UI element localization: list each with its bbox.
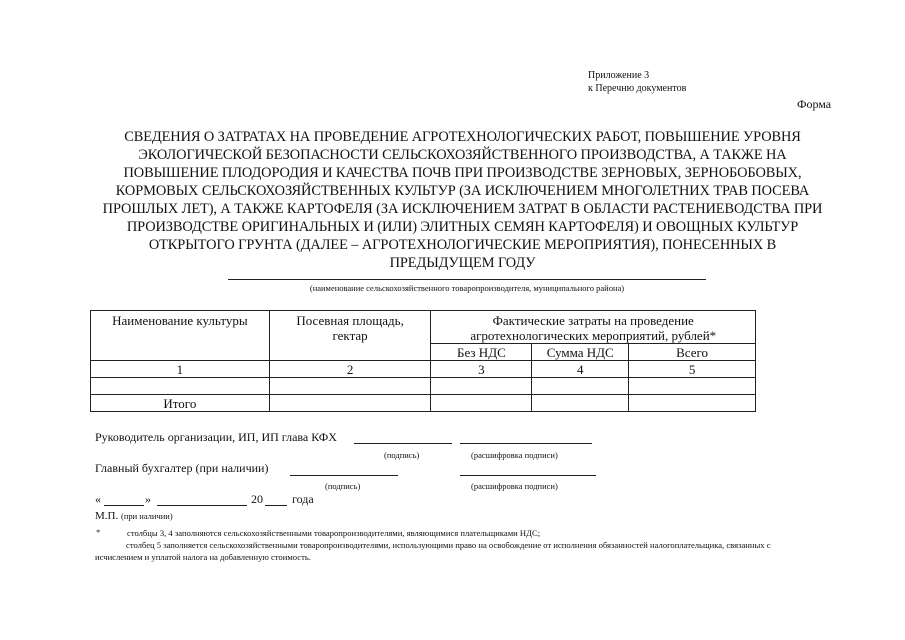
- col-number-1: 1: [91, 361, 270, 378]
- header-culture: Наименование культуры: [91, 311, 270, 361]
- date-year-prefix: 20: [251, 492, 263, 506]
- accountant-signature-line[interactable]: [290, 475, 398, 476]
- total-cell[interactable]: [629, 378, 756, 395]
- head-sign-caption: (подпись): [384, 450, 420, 460]
- table-row: [91, 378, 756, 395]
- header-costs: Фактические затраты на проведение агротехнологических мероприятий, рублей*: [431, 311, 756, 344]
- subheader-total: Всего: [629, 344, 756, 361]
- date-month-line[interactable]: [157, 505, 247, 506]
- date-year-suffix: года: [292, 492, 314, 506]
- col-number-4: 4: [532, 361, 629, 378]
- accountant-decode-line[interactable]: [460, 475, 596, 476]
- total-no-vat-cell[interactable]: [431, 395, 532, 412]
- org-name-line[interactable]: [228, 279, 706, 280]
- accountant-decode-caption: (расшифровка подписи): [471, 481, 558, 491]
- col-number-5: 5: [629, 361, 756, 378]
- appendix-line-2: к Перечню документов: [588, 83, 687, 94]
- total-vat-cell[interactable]: [532, 395, 629, 412]
- form-label: Форма: [797, 97, 832, 111]
- header-area: Посевная площадь, гектар: [269, 311, 431, 361]
- col-number-2: 2: [269, 361, 431, 378]
- appendix-note: [588, 69, 686, 95]
- no-vat-cell[interactable]: [431, 378, 532, 395]
- date-quote-close: »: [145, 492, 151, 506]
- document-title: СВЕДЕНИЯ О ЗАТРАТАХ НА ПРОВЕДЕНИЕ АГРОТЕХНОЛОГИЧЕСКИХ РАБОТ, ПОВЫШЕНИЕ УРОВНЯ ЭКОЛОГИЧЕСКОЙ БЕЗОПАСНОСТИ СЕЛЬСКОХОЗЯЙСТВЕННОГО ПРОИЗВОДСТВА, А ТАКЖЕ НА ПОВЫШЕНИЕ ПЛОДОРОДИЯ И КАЧЕСТВА ПОЧВ ПРИ ПРОИЗВОДСТВЕ ЗЕРНОВЫХ, ЗЕРНОБОБОВЫХ, КОРМОВЫХ СЕЛЬСКОХОЗЯЙСТВЕННЫХ КУЛЬТУР (ЗА ИСКЛЮЧЕНИЕМ МНОГОЛЕТНИХ ТРАВ ПОСЕВА ПРОШЛЫХ ЛЕТ), А ТАКЖЕ КАРТОФЕЛЯ (ЗА ИСКЛЮЧЕНИЕМ ЗАТРАТ В ОБЛАСТИ РАСТЕНИЕВОДСТВА ПРИ ПРОИЗВОДСТВЕ ОРИГИНАЛЬНЫХ И (ИЛИ) ЭЛИТНЫХ СЕМЯН КАРТОФЕЛЯ) И ОВОЩНЫХ КУЛЬТУР ОТКРЫТОГО ГРУНТА (ДАЛЕЕ – АГРОТЕХНОЛОГИЧЕСКИЕ МЕРОПРИЯТИЯ), ПОНЕСЕННЫХ В ПРЕДЫДУЩЕМ ГОДУ: [102, 129, 823, 271]
- vat-cell[interactable]: [532, 378, 629, 395]
- head-decode-caption: (расшифровка подписи): [471, 450, 558, 460]
- accountant-label: Главный бухгалтер (при наличии): [95, 461, 269, 475]
- total-row: [91, 395, 756, 412]
- date-year-line[interactable]: [265, 505, 287, 506]
- subheader-vat: Сумма НДС: [532, 344, 629, 361]
- total-row-label: Итого: [91, 395, 270, 412]
- date-quote-open: «: [95, 492, 101, 506]
- culture-cell[interactable]: [91, 378, 270, 395]
- accountant-sign-caption: (подпись): [325, 481, 361, 491]
- date-day-line[interactable]: [104, 505, 144, 506]
- col-number-3: 3: [431, 361, 532, 378]
- total-sum-cell[interactable]: [629, 395, 756, 412]
- head-label: Руководитель организации, ИП, ИП глава КФХ: [95, 430, 337, 444]
- head-decode-line[interactable]: [460, 443, 592, 444]
- stamp-line: [95, 510, 173, 522]
- footnote-star: *: [96, 527, 101, 537]
- head-signature-line[interactable]: [354, 443, 452, 444]
- costs-table: [90, 310, 756, 412]
- area-cell[interactable]: [269, 378, 431, 395]
- total-area-cell[interactable]: [269, 395, 431, 412]
- footnote-2: столбец 5 заполняется сельскохозяйственными товаропроизводителями, использующими право на освобождение от исполнения обязанностей налогоплательщика, связанных с исчислением и уплатой налога на добавленную стоимость.: [95, 540, 771, 562]
- org-name-caption: (наименование сельскохозяйственного товаропроизводителя, муниципального района): [309, 283, 625, 293]
- footnote-1: столбцы 3, 4 заполняются сельскохозяйственными товаропроизводителями, являющимися плательщиками НДС;: [127, 528, 541, 538]
- appendix-line-1: Приложение 3: [588, 70, 650, 81]
- subheader-no-vat: Без НДС: [431, 344, 532, 361]
- stamp-note: (при наличии): [120, 511, 173, 521]
- column-numbers-row: [91, 361, 756, 378]
- stamp-label: М.П.: [95, 510, 119, 522]
